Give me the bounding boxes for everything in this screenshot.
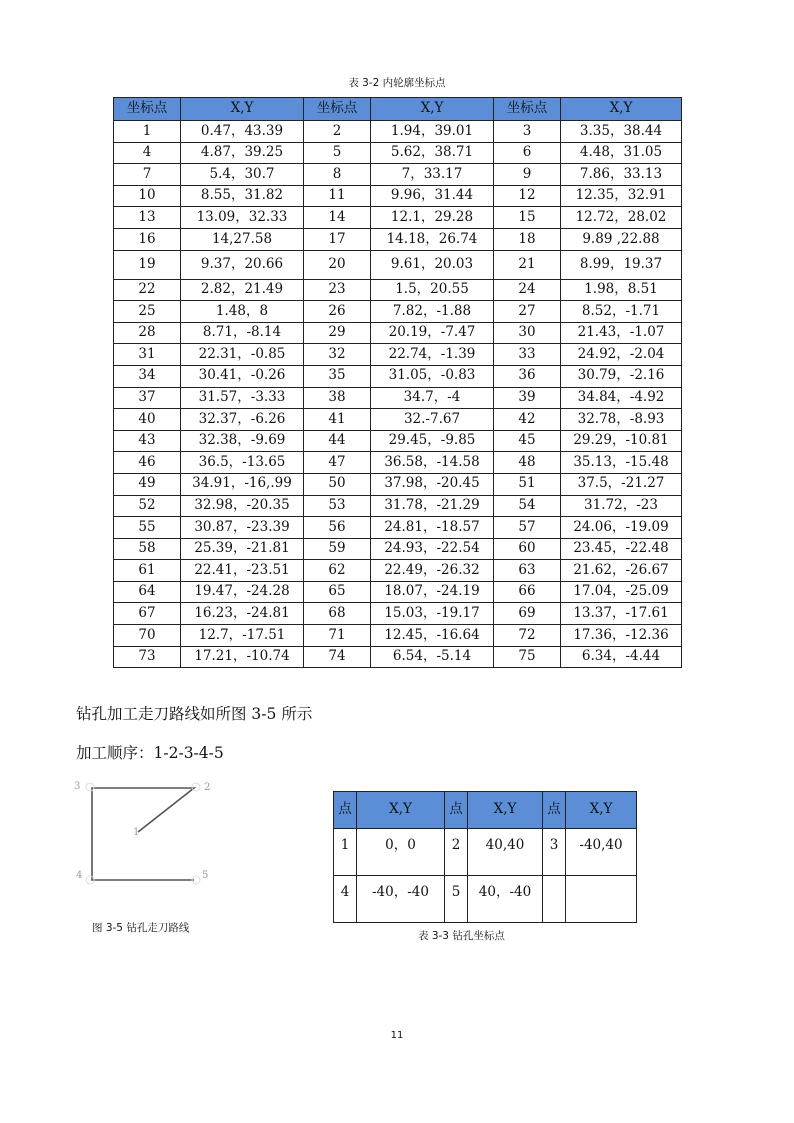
point-number-cell: 72 (494, 625, 561, 647)
point-number-cell: 29 (304, 322, 371, 344)
point-number-cell: 23 (304, 279, 371, 301)
xy-value-cell: 1.48，8 (181, 301, 304, 323)
point-number-cell: 11 (304, 185, 371, 207)
xy-value-cell: 17.36，-12.36 (561, 625, 682, 647)
point-number-cell: 56 (304, 517, 371, 539)
table-row (114, 121, 682, 143)
point-number-cell: 15 (494, 207, 561, 229)
xy-value-cell: 24.81，-18.57 (371, 517, 494, 539)
point-label-5: 5 (202, 870, 209, 881)
xy-value-cell: 13.09，32.33 (181, 207, 304, 229)
xy-value-cell: 30.41，-0.26 (181, 365, 304, 387)
point-number-cell: 4 (334, 876, 357, 923)
point-number-cell: 66 (494, 581, 561, 603)
point-number-cell: 42 (494, 409, 561, 431)
xy-value-cell: 18.07，-24.19 (371, 581, 494, 603)
xy-value-cell: 12.1，29.28 (371, 207, 494, 229)
xy-value-cell: 31.72，-23 (561, 495, 682, 517)
point-number-cell: 39 (494, 387, 561, 409)
xy-value-cell: 12.35，32.91 (561, 185, 682, 207)
xy-value-cell: 3.35，38.44 (561, 121, 682, 143)
point-number-cell: 31 (114, 344, 181, 366)
xy-value-cell: 23.45，-22.48 (561, 538, 682, 560)
point-number-cell: 41 (304, 409, 371, 431)
point-number-cell: 47 (304, 452, 371, 474)
table-row (114, 452, 682, 474)
xy-value-cell: 15.03，-19.17 (371, 603, 494, 625)
xy-value-cell: 32.-7.67 (371, 409, 494, 431)
xy-value-cell: 1.5，20.55 (371, 279, 494, 301)
table-row (114, 625, 682, 647)
xy-value-cell: 14,27.58 (181, 228, 304, 250)
xy-value-cell: 7.82，-1.88 (371, 301, 494, 323)
point-number-cell: 1 (334, 829, 357, 876)
xy-value-cell: 8.52，-1.71 (561, 301, 682, 323)
xy-value-cell: 22.31，-0.85 (181, 344, 304, 366)
point-label-2: 2 (204, 782, 211, 793)
machining-order-paragraph: 加工顺序：1-2-3-4-5 (76, 744, 224, 762)
point-number-cell: 48 (494, 452, 561, 474)
table-row (114, 279, 682, 301)
xy-value-cell: 0，0 (357, 829, 445, 876)
point-label-3: 3 (74, 781, 81, 792)
header-point: 坐标点 (494, 98, 561, 121)
point-label-4: 4 (76, 870, 83, 881)
point-number-cell: 18 (494, 228, 561, 250)
point-number-cell: 70 (114, 625, 181, 647)
point-number-cell: 9 (494, 164, 561, 186)
xy-value-cell: 5.62，38.71 (371, 142, 494, 164)
point-number-cell: 16 (114, 228, 181, 250)
header-point: 坐标点 (304, 98, 371, 121)
table-row (114, 409, 682, 431)
point-number-cell: 1 (114, 121, 181, 143)
table-row (114, 581, 682, 603)
xy-value-cell: 17.04，-25.09 (561, 581, 682, 603)
xy-value-cell: 1.98，8.51 (561, 279, 682, 301)
xy-value-cell: 22.41，-23.51 (181, 560, 304, 582)
point-number-cell: 24 (494, 279, 561, 301)
xy-value-cell: 29.29，-10.81 (561, 430, 682, 452)
point-number-cell: 3 (543, 829, 566, 876)
drill-path-paragraph: 钻孔加工走刀路线如所图 3-5 所示 (76, 705, 313, 723)
xy-value-cell: 0.47，43.39 (181, 121, 304, 143)
xy-value-cell: 12.72，28.02 (561, 207, 682, 229)
point-number-cell: 44 (304, 430, 371, 452)
point-number-cell: 50 (304, 473, 371, 495)
header-xy: X,Y (561, 98, 682, 121)
point-number-cell: 21 (494, 250, 561, 279)
table-row (114, 646, 682, 668)
table-row (334, 876, 637, 923)
header-xy: X,Y (566, 792, 637, 829)
table-row (334, 829, 637, 876)
xy-value-cell: 2.82，21.49 (181, 279, 304, 301)
point-number-cell: 5 (445, 876, 468, 923)
point-number-cell: 51 (494, 473, 561, 495)
point-number-cell: 26 (304, 301, 371, 323)
xy-value-cell: 30.79，-2.16 (561, 365, 682, 387)
point-number-cell: 75 (494, 646, 561, 668)
xy-value-cell: 9.37，20.66 (181, 250, 304, 279)
point-number-cell: 62 (304, 560, 371, 582)
point-number-cell: 32 (304, 344, 371, 366)
table-row (114, 185, 682, 207)
point-number-cell: 60 (494, 538, 561, 560)
point-number-cell: 12 (494, 185, 561, 207)
point-number-cell: 7 (114, 164, 181, 186)
point-number-cell (543, 876, 566, 923)
page-number: 11 (390, 1030, 404, 1041)
point-number-cell: 68 (304, 603, 371, 625)
xy-value-cell: 40,40 (468, 829, 543, 876)
xy-value-cell: 20.19，-7.47 (371, 322, 494, 344)
xy-value-cell: 12.45，-16.64 (371, 625, 494, 647)
point-number-cell: 8 (304, 164, 371, 186)
header-xy: X,Y (468, 792, 543, 829)
point-number-cell: 40 (114, 409, 181, 431)
point-number-cell: 74 (304, 646, 371, 668)
point-number-cell: 63 (494, 560, 561, 582)
xy-value-cell: 21.62，-26.67 (561, 560, 682, 582)
point-number-cell: 69 (494, 603, 561, 625)
point-marker-3 (86, 783, 94, 791)
xy-value-cell: 32.37，-6.26 (181, 409, 304, 431)
point-number-cell: 35 (304, 365, 371, 387)
xy-value-cell: 9.96，31.44 (371, 185, 494, 207)
header-point: 点 (543, 792, 566, 829)
xy-value-cell: 31.57，-3.33 (181, 387, 304, 409)
point-number-cell: 36 (494, 365, 561, 387)
xy-value-cell: -40,40 (566, 829, 637, 876)
point-number-cell: 3 (494, 121, 561, 143)
xy-value-cell: 16.23，-24.81 (181, 603, 304, 625)
point-number-cell: 38 (304, 387, 371, 409)
point-number-cell: 5 (304, 142, 371, 164)
point-number-cell: 13 (114, 207, 181, 229)
point-number-cell: 19 (114, 250, 181, 279)
xy-value-cell: 34.7，-4 (371, 387, 494, 409)
xy-value-cell: 40，-40 (468, 876, 543, 923)
point-number-cell: 33 (494, 344, 561, 366)
point-number-cell: 49 (114, 473, 181, 495)
xy-value-cell: 30.87，-23.39 (181, 517, 304, 539)
xy-value-cell: 19.47，-24.28 (181, 581, 304, 603)
xy-value-cell: 9.61，20.03 (371, 250, 494, 279)
xy-value-cell: 32.98，-20.35 (181, 495, 304, 517)
xy-value-cell: 24.06，-19.09 (561, 517, 682, 539)
xy-value-cell: 36.5，-13.65 (181, 452, 304, 474)
xy-value-cell: 7.86，33.13 (561, 164, 682, 186)
point-number-cell: 17 (304, 228, 371, 250)
point-number-cell: 37 (114, 387, 181, 409)
table-row (114, 538, 682, 560)
xy-value-cell: 35.13，-15.48 (561, 452, 682, 474)
xy-value-cell: 24.92，-2.04 (561, 344, 682, 366)
table-header-row (334, 792, 637, 829)
table-row (114, 207, 682, 229)
point-number-cell: 4 (114, 142, 181, 164)
xy-value-cell: 5.4，30.7 (181, 164, 304, 186)
point-number-cell: 55 (114, 517, 181, 539)
xy-value-cell: 8.55，31.82 (181, 185, 304, 207)
header-xy: X,Y (371, 98, 494, 121)
table-row (114, 164, 682, 186)
xy-value-cell: 6.54，-5.14 (371, 646, 494, 668)
xy-value-cell: 32.38，-9.69 (181, 430, 304, 452)
point-number-cell: 25 (114, 301, 181, 323)
table-row (114, 322, 682, 344)
point-number-cell: 27 (494, 301, 561, 323)
header-xy: X,Y (357, 792, 445, 829)
point-number-cell: 45 (494, 430, 561, 452)
point-number-cell: 71 (304, 625, 371, 647)
point-number-cell: 2 (304, 121, 371, 143)
xy-value-cell: 22.49，-26.32 (371, 560, 494, 582)
point-label-1: 1 (133, 827, 140, 838)
point-number-cell: 59 (304, 538, 371, 560)
xy-value-cell: 13.37，-17.61 (561, 603, 682, 625)
xy-value-cell: 22.74，-1.39 (371, 344, 494, 366)
point-number-cell: 22 (114, 279, 181, 301)
table-3-3-caption: 表 3-3 钻孔坐标点 (418, 930, 505, 942)
coordinate-table-3-2 (113, 97, 682, 668)
xy-value-cell: 9.89 ,22.88 (561, 228, 682, 250)
table-row (114, 301, 682, 323)
xy-value-cell: 37.98，-20.45 (371, 473, 494, 495)
point-number-cell: 30 (494, 322, 561, 344)
table-3-2-caption: 表 3-2 内轮廓坐标点 (348, 77, 446, 89)
table-header-row (114, 98, 682, 121)
point-number-cell: 53 (304, 495, 371, 517)
header-point: 坐标点 (114, 98, 181, 121)
point-number-cell: 34 (114, 365, 181, 387)
point-number-cell: 43 (114, 430, 181, 452)
xy-value-cell: 8.71，-8.14 (181, 322, 304, 344)
xy-value-cell: 25.39，-21.81 (181, 538, 304, 560)
xy-value-cell (566, 876, 637, 923)
xy-value-cell: 17.21，-10.74 (181, 646, 304, 668)
xy-value-cell: 34.84，-4.92 (561, 387, 682, 409)
header-xy: X,Y (181, 98, 304, 121)
xy-value-cell: 1.94，39.01 (371, 121, 494, 143)
xy-value-cell: 7，33.17 (371, 164, 494, 186)
xy-value-cell: 31.78，-21.29 (371, 495, 494, 517)
header-point: 点 (445, 792, 468, 829)
drill-coordinate-table-3-3 (333, 791, 637, 923)
table-row (114, 495, 682, 517)
xy-value-cell: 14.18，26.74 (371, 228, 494, 250)
table-row (114, 387, 682, 409)
table-row (114, 473, 682, 495)
table-row (114, 365, 682, 387)
drill-path-figure (70, 772, 220, 892)
point-marker-2 (192, 783, 200, 791)
point-number-cell: 57 (494, 517, 561, 539)
figure-3-5-caption: 图 3-5 钻孔走刀路线 (92, 922, 190, 934)
table-row (114, 560, 682, 582)
xy-value-cell: 32.78，-8.93 (561, 409, 682, 431)
xy-value-cell: 29.45，-9.85 (371, 430, 494, 452)
point-number-cell: 54 (494, 495, 561, 517)
xy-value-cell: 4.87，39.25 (181, 142, 304, 164)
xy-value-cell: 12.7，-17.51 (181, 625, 304, 647)
point-number-cell: 14 (304, 207, 371, 229)
xy-value-cell: 6.34，-4.44 (561, 646, 682, 668)
xy-value-cell: 36.58，-14.58 (371, 452, 494, 474)
point-number-cell: 61 (114, 560, 181, 582)
point-number-cell: 6 (494, 142, 561, 164)
xy-value-cell: 4.48，31.05 (561, 142, 682, 164)
point-number-cell: 2 (445, 829, 468, 876)
table-row (114, 430, 682, 452)
point-number-cell: 73 (114, 646, 181, 668)
table-row (114, 344, 682, 366)
point-number-cell: 20 (304, 250, 371, 279)
xy-value-cell: 21.43，-1.07 (561, 322, 682, 344)
table-row (114, 228, 682, 250)
header-point: 点 (334, 792, 357, 829)
point-number-cell: 52 (114, 495, 181, 517)
point-number-cell: 67 (114, 603, 181, 625)
point-number-cell: 28 (114, 322, 181, 344)
table-row (114, 250, 682, 279)
point-number-cell: 64 (114, 581, 181, 603)
xy-value-cell: 34.91，-16,.99 (181, 473, 304, 495)
xy-value-cell: 31.05，-0.83 (371, 365, 494, 387)
xy-value-cell: 24.93，-22.54 (371, 538, 494, 560)
xy-value-cell: 37.5，-21.27 (561, 473, 682, 495)
table-row (114, 142, 682, 164)
table-row (114, 603, 682, 625)
xy-value-cell: -40，-40 (357, 876, 445, 923)
point-number-cell: 10 (114, 185, 181, 207)
point-number-cell: 58 (114, 538, 181, 560)
tool-path-line (92, 788, 194, 880)
table-row (114, 517, 682, 539)
point-number-cell: 46 (114, 452, 181, 474)
point-number-cell: 65 (304, 581, 371, 603)
xy-value-cell: 8.99，19.37 (561, 250, 682, 279)
